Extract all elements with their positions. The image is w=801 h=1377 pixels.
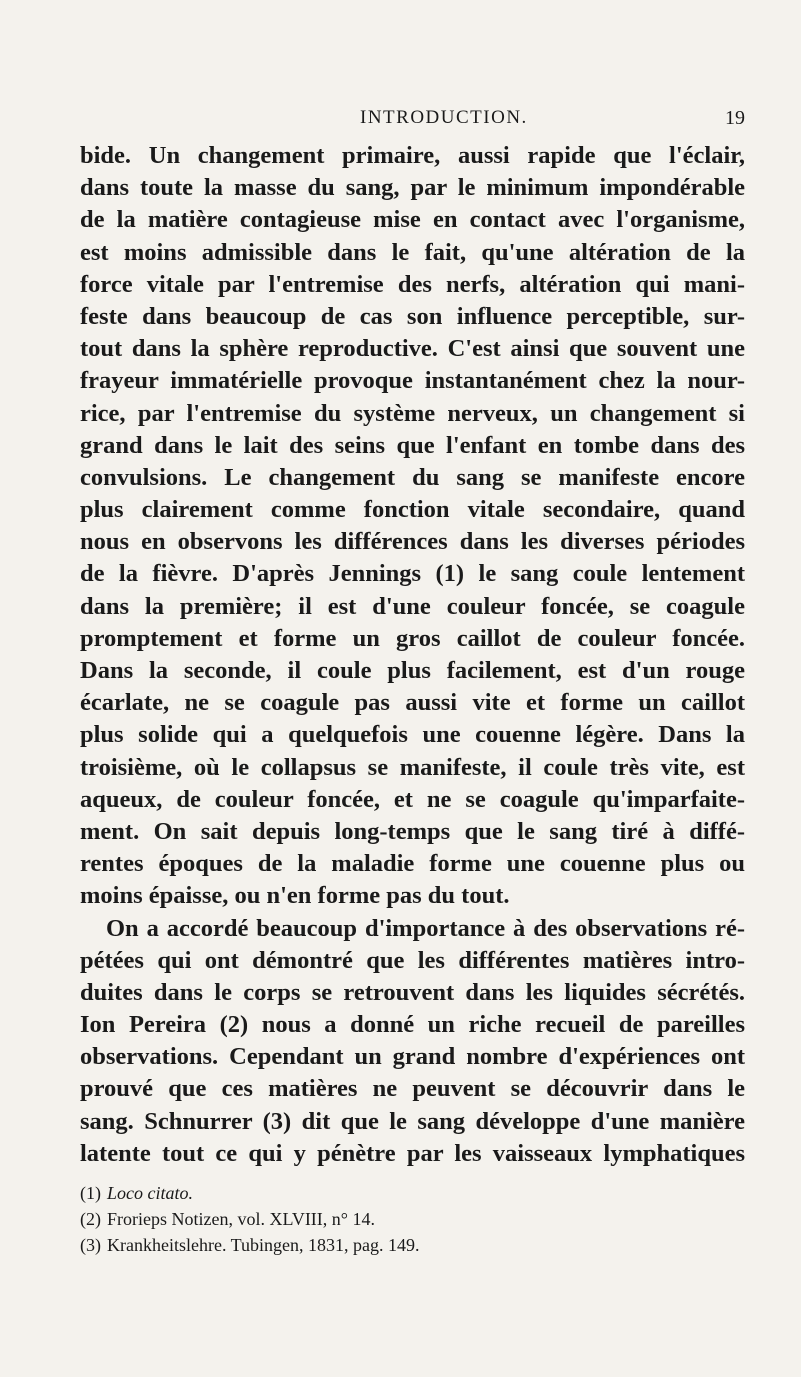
text-line: force vitale par l'entremise des nerfs, altération qui mani- [80, 270, 745, 298]
footnote-text: Frorieps Notizen, vol. XLVIII, n° 14. [107, 1209, 375, 1229]
text-line: aqueux, de couleur foncée, et ne se coagule qu'imparfaite- [80, 785, 745, 813]
text-line: tout dans la sphère reproductive. C'est ainsi que souvent une [80, 335, 745, 363]
footnote-1 [80, 1180, 745, 1206]
text-line: ment. On sait depuis long-temps que le sang tiré à diffé- [80, 817, 745, 845]
text-line: plus solide qui a quelquefois une couenne légère. Dans la [80, 721, 745, 749]
text-line: promptement et forme un gros caillot de couleur foncée. [80, 624, 745, 652]
text-line: rice, par l'entremise du système nerveux, un changement si [80, 399, 745, 427]
text-line: Ion Pereira (2) nous a donné un riche recueil de pareilles [80, 1011, 745, 1039]
text-line: frayeur immatérielle provoque instantanément chez la nour- [80, 367, 745, 395]
text-line: dans la première; il est d'une couleur foncée, se coagule [80, 592, 745, 620]
text-line: feste dans beaucoup de cas son influence perceptible, sur- [80, 302, 745, 330]
footnote-2 [80, 1206, 745, 1232]
text-line: dans toute la masse du sang, par le minimum impondérable [80, 174, 745, 202]
text-line: nous en observons les différences dans les diverses périodes [80, 528, 745, 556]
page-number: 19 [725, 107, 745, 129]
text-line: convulsions. Le changement du sang se manifeste encore [80, 463, 745, 491]
running-head [0, 107, 801, 137]
text-line: observations. Cependant un grand nombre d'expériences ont [80, 1043, 745, 1071]
text-line-paragraph-start: On a accordé beaucoup d'importance à des observations ré- [106, 914, 745, 942]
text-line: écarlate, ne se coagule pas aussi vite et forme un caillot [80, 689, 745, 717]
footnote-marker: (1) [80, 1183, 101, 1203]
text-line: plus clairement comme fonction vitale secondaire, quand [80, 496, 745, 524]
running-title: INTRODUCTION. [360, 107, 528, 128]
footnote-3 [80, 1232, 745, 1258]
text-line: pétées qui ont démontré que les différentes matières intro- [80, 946, 745, 974]
text-line: sang. Schnurrer (3) dit que le sang développe d'une manière [80, 1107, 745, 1135]
text-line: troisième, où le collapsus se manifeste, il coule très vite, est [80, 753, 745, 781]
text-line: de la matière contagieuse mise en contact avec l'organisme, [80, 206, 745, 234]
footnote-text: Krankheitslehre. Tubingen, 1831, pag. 149. [107, 1235, 420, 1255]
text-line: prouvé que ces matières ne peuvent se découvrir dans le [80, 1075, 745, 1103]
text-line: rentes époques de la maladie forme une couenne plus ou [80, 850, 745, 878]
footnote-marker: (2) [80, 1209, 101, 1229]
footnote-marker: (3) [80, 1235, 101, 1255]
text-line: grand dans le lait des seins que l'enfant en tombe dans des [80, 431, 745, 459]
text-line: Dans la seconde, il coule plus facilement, est d'un rouge [80, 657, 745, 684]
text-line-paragraph-end: moins épaisse, ou n'en forme pas du tout. [80, 882, 510, 910]
text-line: de la fièvre. D'après Jennings (1) le sang coule lentement [80, 560, 745, 588]
text-line: bide. Un changement primaire, aussi rapide que l'éclair, [80, 142, 745, 169]
footnotes [80, 1180, 745, 1258]
text-line: est moins admissible dans le fait, qu'une altération de la [80, 238, 745, 266]
footnote-text: Loco citato. [107, 1183, 193, 1203]
text-line: duites dans le corps se retrouvent dans les liquides sécrétés. [80, 978, 745, 1006]
body-text [80, 140, 745, 1170]
text-line: latente tout ce qui y pénètre par les vaisseaux lymphatiques [80, 1139, 745, 1167]
